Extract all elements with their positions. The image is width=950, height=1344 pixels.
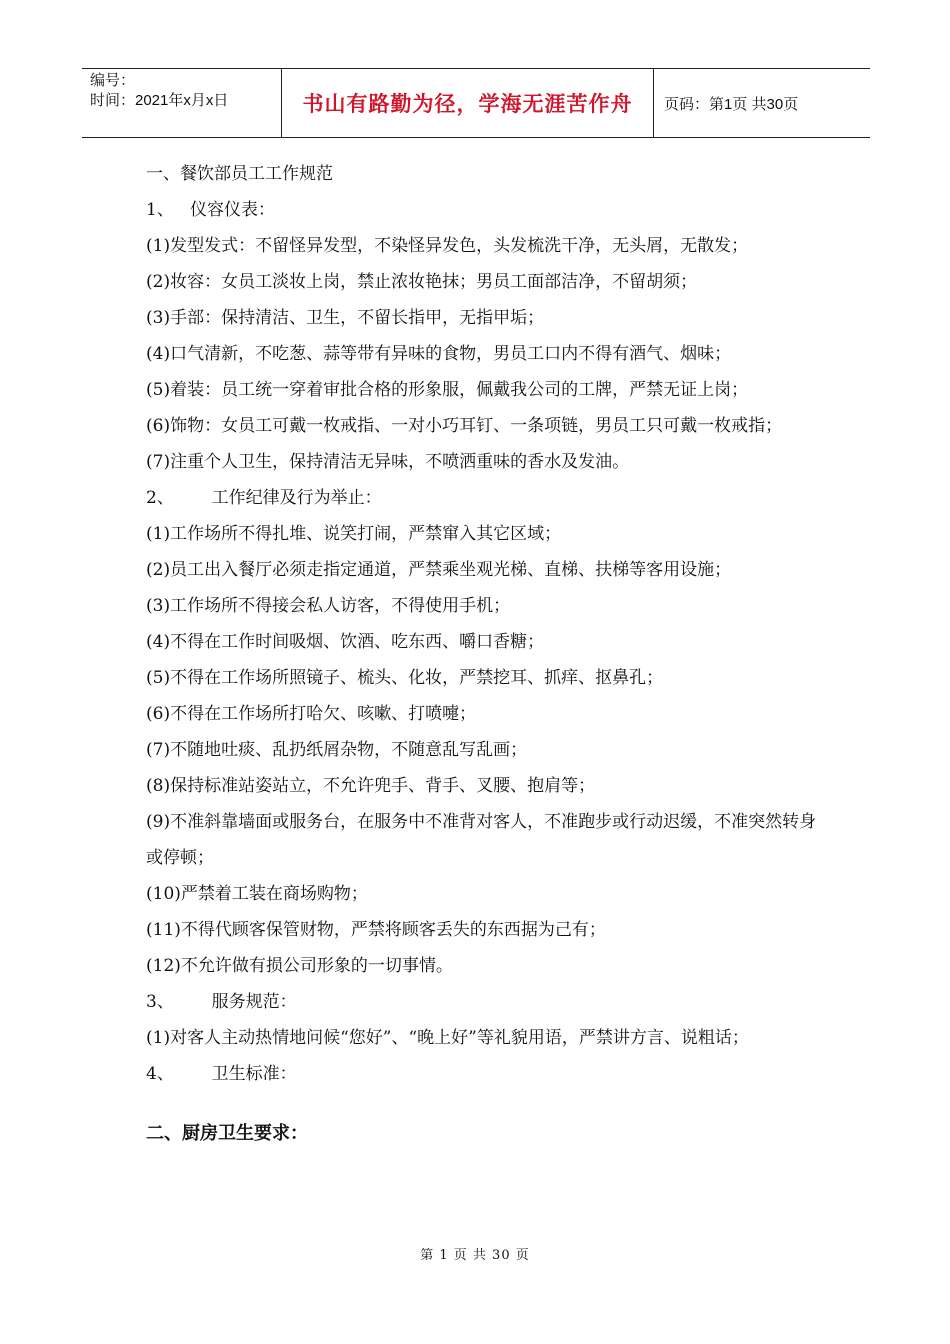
list-item: (3)工作场所不得接会私人访客，不得使用手机； xyxy=(146,596,511,616)
list-item: (2)妆容：女员工淡妆上岗，禁止浓妆艳抹；男员工面部洁净，不留胡须； xyxy=(146,272,698,292)
list-item: (4)口气清新，不吃葱、蒜等带有异味的食物，男员工口内不得有酒气、烟味； xyxy=(146,344,732,364)
list-item: (10)严禁着工装在商场购物； xyxy=(146,884,368,904)
list-item: (8)保持标准站姿站立，不允许兜手、背手、叉腰、抱肩等； xyxy=(146,776,596,796)
section-heading-3: 3、 服务规范： xyxy=(146,992,297,1012)
page-header xyxy=(82,68,870,138)
document-code-label: 编号： xyxy=(90,72,136,89)
list-item: (3)手部：保持清洁、卫生，不留长指甲，无指甲垢； xyxy=(146,308,545,328)
list-item: (7)不随地吐痰、乱扔纸屑杂物，不随意乱写乱画； xyxy=(146,740,528,760)
header-left-cell xyxy=(82,69,282,137)
section-heading-1: 1、 仪容仪表： xyxy=(146,200,276,220)
document-time-label: 时间：2021年x月x日 xyxy=(90,92,229,109)
section-title: 一、餐饮部员工工作规范 xyxy=(146,164,333,184)
list-item: (1)工作场所不得扎堆、说笑打闹，严禁窜入其它区域； xyxy=(146,524,562,544)
header-motto: 书山有路勤为径，学海无涯苦作舟 xyxy=(282,69,654,137)
list-item: (12)不允许做有损公司形象的一切事情。 xyxy=(146,956,453,976)
list-item: (1)对客人主动热情地问候“您好”、“晚上好”等礼貌用语，严禁讲方言、说粗话； xyxy=(146,1028,749,1048)
list-item: (9)不准斜靠墙面或服务台，在服务中不准背对客人，不准跑步或行动迟缓，不准突然转身或停顿； xyxy=(146,812,817,868)
document-body xyxy=(146,156,826,1152)
section-title-2: 二、厨房卫生要求： xyxy=(146,1123,308,1144)
list-item: (11)不得代顾客保管财物，严禁将顾客丢失的东西据为己有； xyxy=(146,920,606,940)
list-item: (7)注重个人卫生，保持清洁无异味，不喷洒重味的香水及发油。 xyxy=(146,452,630,472)
list-item: (1)发型发式：不留怪异发型，不染怪异发色，头发梳洗干净，无头屑，无散发； xyxy=(146,236,749,256)
list-item: (6)饰物：女员工可戴一枚戒指、一对小巧耳钉、一条项链，男员工只可戴一枚戒指； xyxy=(146,416,783,436)
list-item: (5)不得在工作场所照镜子、梳头、化妆，严禁挖耳、抓痒、抠鼻孔； xyxy=(146,668,664,688)
list-item: (6)不得在工作场所打哈欠、咳嗽、打喷嚏； xyxy=(146,704,477,724)
list-item: (5)着装：员工统一穿着审批合格的形象服，佩戴我公司的工牌，严禁无证上岗； xyxy=(146,380,749,400)
page-footer: 第 1 页 共 30 页 xyxy=(420,1248,530,1263)
list-item: (4)不得在工作时间吸烟、饮酒、吃东西、嚼口香糖； xyxy=(146,632,545,652)
section-heading-4: 4、 卫生标准： xyxy=(146,1064,297,1084)
header-page-info: 页码：第1页 共30页 xyxy=(664,95,799,113)
list-item: (2)员工出入餐厅必须走指定通道，严禁乘坐观光梯、直梯、扶梯等客用设施； xyxy=(146,560,732,580)
section-heading-2: 2、 工作纪律及行为举止： xyxy=(146,488,382,508)
